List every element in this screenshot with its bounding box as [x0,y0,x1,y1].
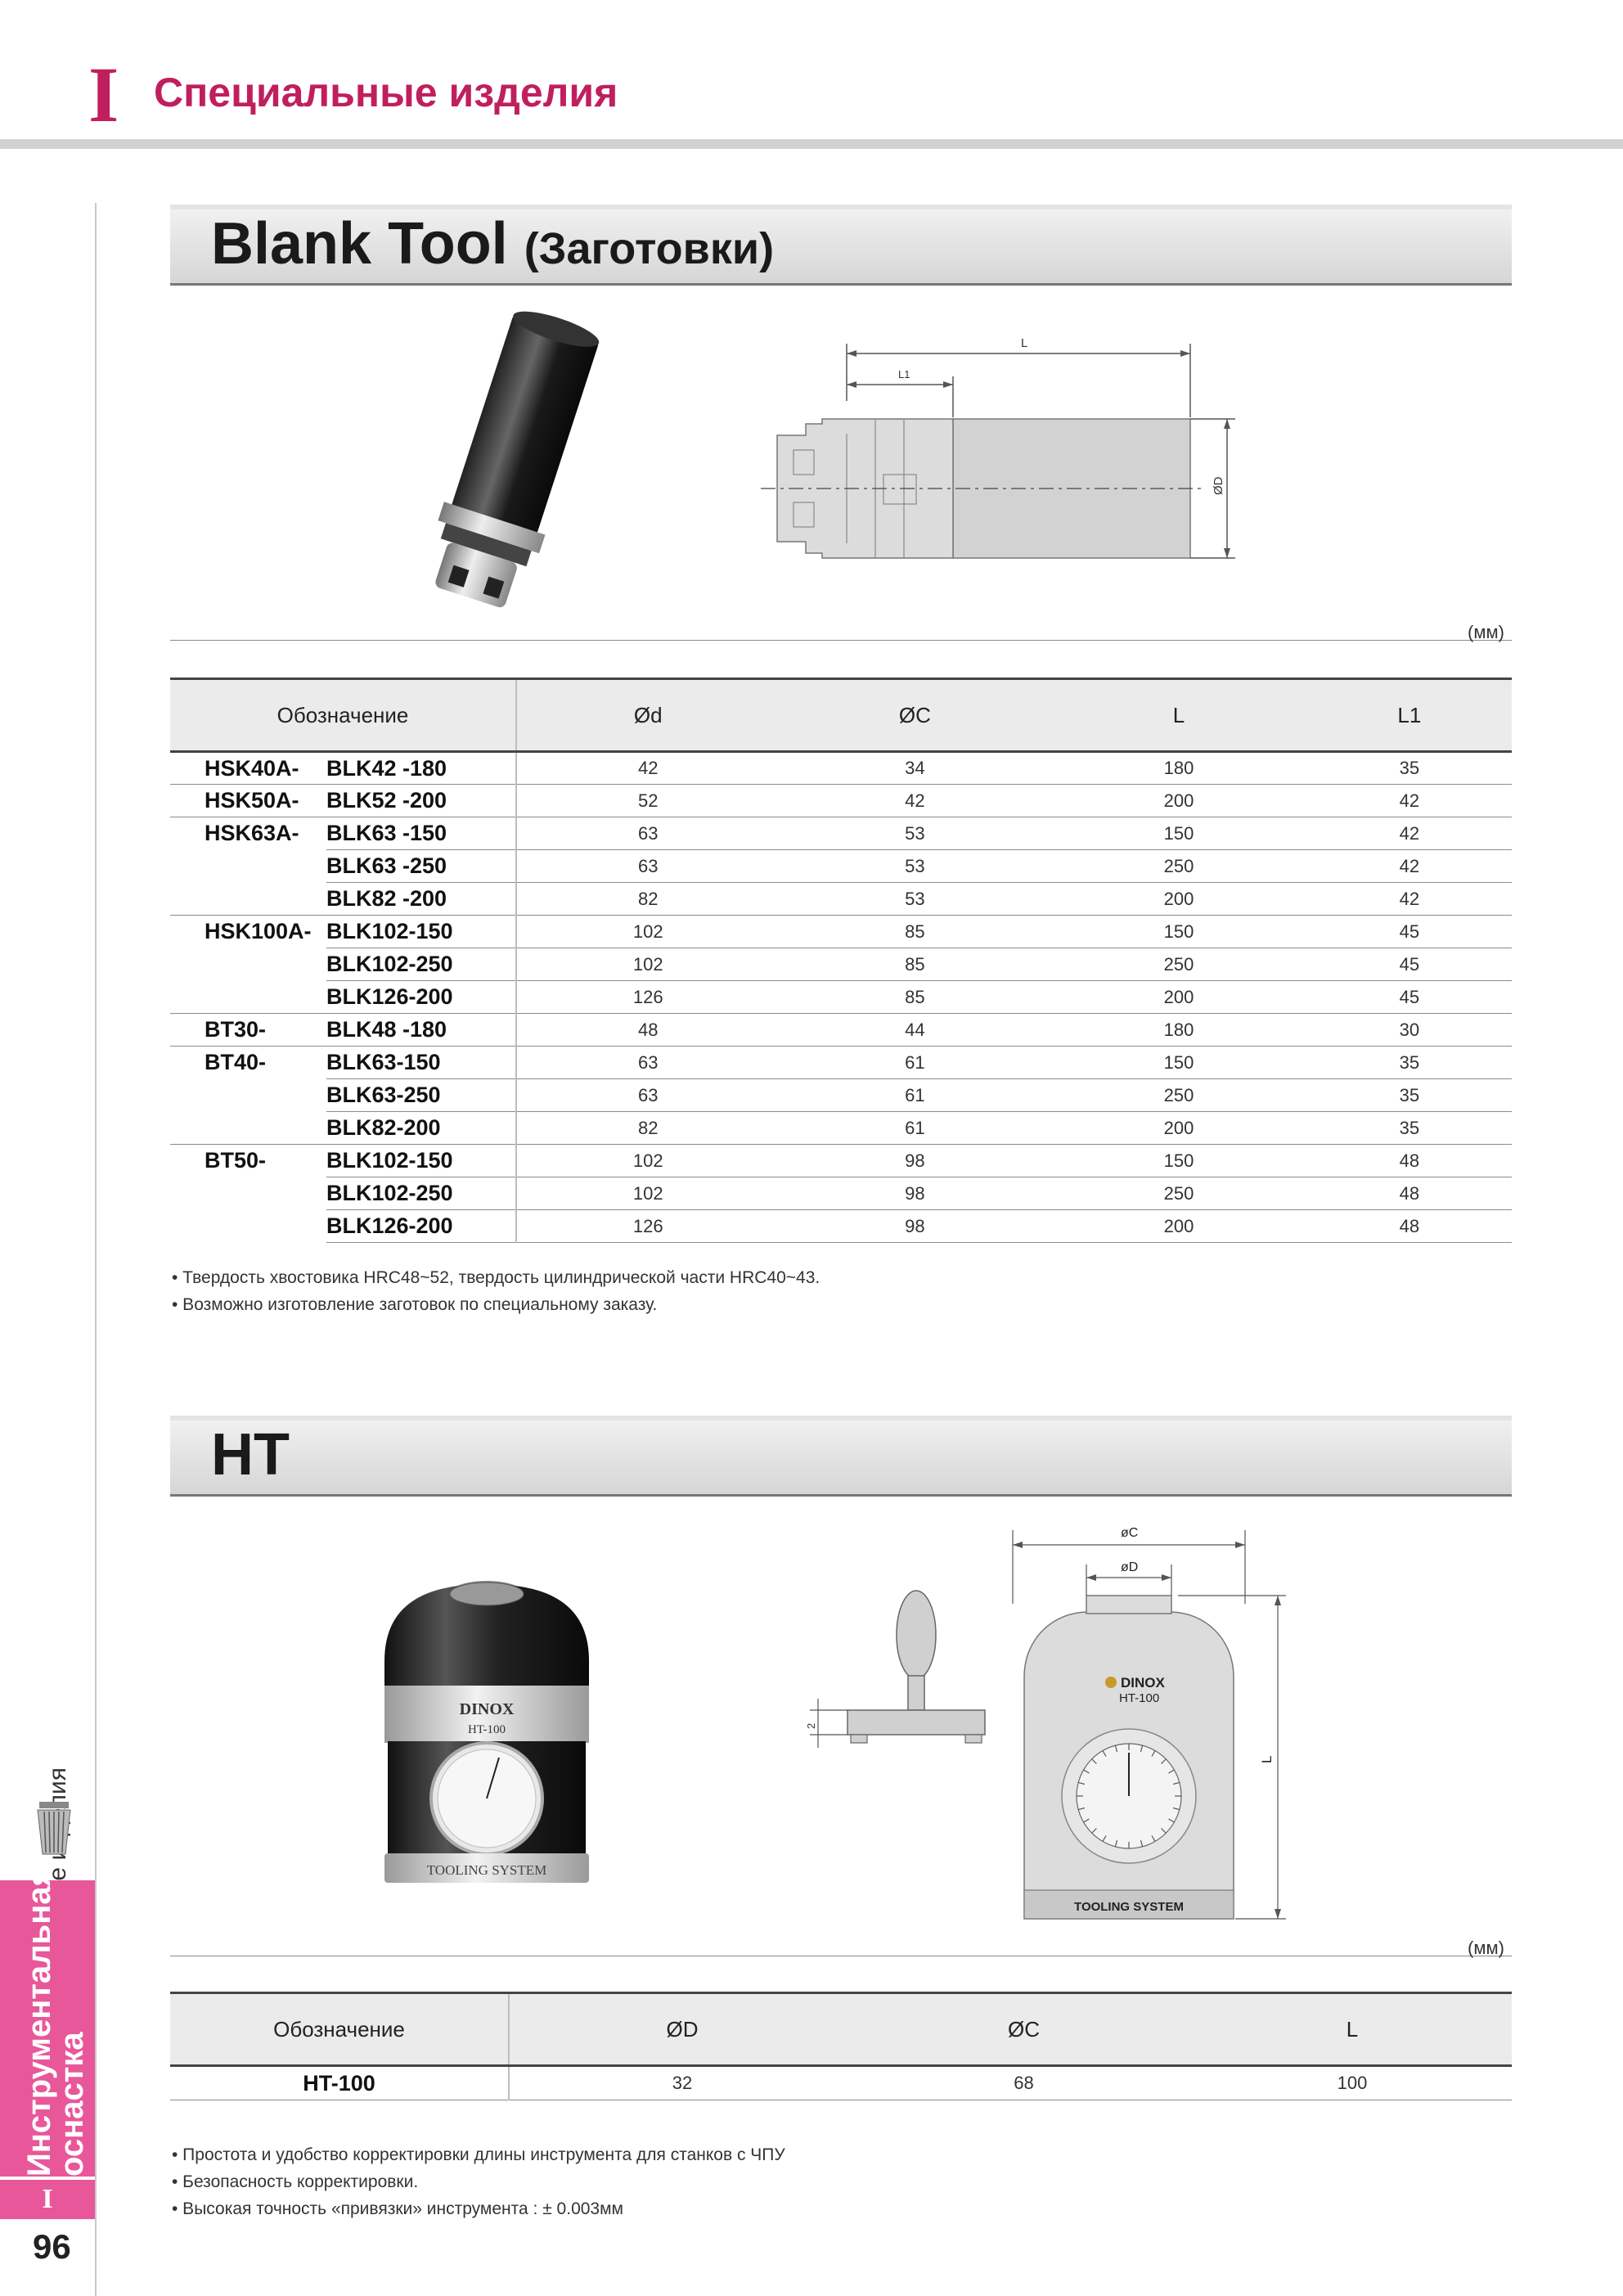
note-line: • Простота и удобство корректировки длины инструмента для станков с ЧПУ [172,2145,785,2164]
l-cell: 200 [1050,785,1306,817]
d-cell: 82 [516,883,779,916]
l-cell: 250 [1050,850,1306,883]
series-cell [170,1210,326,1243]
table-row [170,948,1512,981]
l1-cell: 45 [1307,981,1512,1014]
series-cell [170,1177,326,1210]
c-cell: 98 [779,1177,1050,1210]
series-cell: HSK50A- [170,785,326,817]
model-cell: BLK102-250 [326,948,516,981]
table-row [170,916,1512,948]
drawing-label-L: L [1021,336,1028,350]
l1-cell: 45 [1307,916,1512,948]
table-row [170,850,1512,883]
d-cell: 52 [516,785,779,817]
l-cell: 200 [1050,981,1306,1014]
series-cell [170,981,326,1014]
l1-cell: 35 [1307,1112,1512,1145]
l-cell: 150 [1050,916,1306,948]
c-cell: 85 [779,948,1050,981]
l1-cell: 42 [1307,883,1512,916]
l-cell: 150 [1050,1047,1306,1079]
c-cell: 53 [779,817,1050,850]
note-line: • Твердость хвостовика HRC48~52, твердость цилиндрической части HRC40~43. [172,1268,820,1287]
c-cell: 85 [779,916,1050,948]
photo-base-text: TOOLING SYSTEM [426,1862,547,1878]
drawing-label-D: øD [1121,1560,1139,1574]
ht-100-photo [376,1571,597,1898]
col-header-designation: Обозначение [170,1993,509,2066]
ht-spec-table [170,1992,1512,2100]
drawing-base-text: TOOLING SYSTEM [1074,1900,1184,1914]
model-cell: BLK102-150 [326,916,516,948]
c-cell: 98 [779,1145,1050,1177]
c-cell: 44 [779,1014,1050,1047]
series-cell: HSK40A- [170,752,326,785]
l1-cell: 48 [1307,1210,1512,1243]
table-row [170,883,1512,916]
collet-icon [29,1797,79,1862]
model-cell: BLK82 -200 [326,883,516,916]
section-title-ht: HT [211,1422,290,1488]
c-cell: 53 [779,883,1050,916]
col-header-c: ØC [779,679,1050,752]
series-cell [170,1112,326,1145]
model-cell: HT-100 [170,2066,509,2100]
l1-cell: 48 [1307,1177,1512,1210]
note-line: • Возможно изготовление заготовок по специальному заказу. [172,1295,658,1314]
l1-cell: 45 [1307,948,1512,981]
l1-cell: 35 [1307,752,1512,785]
page-number: 96 [33,2227,71,2266]
model-cell: BLK63-250 [326,1079,516,1112]
table-row [170,1177,1512,1210]
d-cell: 102 [516,948,779,981]
model-cell: BLK42 -180 [326,752,516,785]
l1-cell: 42 [1307,850,1512,883]
c-cell: 61 [779,1112,1050,1145]
l1-cell: 48 [1307,1145,1512,1177]
header-divider [0,139,1623,149]
table-row [170,752,1512,785]
table-row [170,1145,1512,1177]
sidebar-chapter-mark: I [0,2177,95,2219]
sidebar-tab-line1: Инструментальная [21,1867,57,2177]
model-cell: BLK48 -180 [326,1014,516,1047]
d-cell: 63 [516,817,779,850]
table-row [170,1079,1512,1112]
col-header-l1: L1 [1307,679,1512,752]
c-cell: 61 [779,1047,1050,1079]
c-cell: 34 [779,752,1050,785]
series-cell: HSK63A- [170,817,326,850]
table-row [170,981,1512,1014]
col-header-d: ØD [509,1993,855,2066]
d-cell: 102 [516,1145,779,1177]
d-cell: 63 [516,1079,779,1112]
d-cell: 63 [516,1047,779,1079]
d-cell: 102 [516,916,779,948]
model-cell: BLK63-150 [326,1047,516,1079]
note-line: • Безопасность корректировки. [172,2172,419,2191]
drawing-label-L: L [1259,1755,1275,1763]
table-row [170,817,1512,850]
model-cell: BLK102-150 [326,1145,516,1177]
l-cell: 250 [1050,948,1306,981]
c-cell: 85 [779,981,1050,1014]
series-cell: HSK100A- [170,916,326,948]
l1-cell: 30 [1307,1014,1512,1047]
note-line: • Высокая точность «привязки» инструмента : ± 0.003мм [172,2199,623,2218]
l-cell: 200 [1050,883,1306,916]
model-cell: BLK63 -150 [326,817,516,850]
d-cell: 63 [516,850,779,883]
d-cell: 42 [516,752,779,785]
model-cell: BLK126-200 [326,1210,516,1243]
drawing-label-D: ØD [1212,476,1225,495]
table-header-row [170,1993,1512,2066]
l-cell: 180 [1050,1014,1306,1047]
section-title-blank-tool: Blank Tool (Заготовки) [211,211,775,277]
c-cell: 68 [855,2066,1193,2100]
l-cell: 250 [1050,1177,1306,1210]
blank-tool-spec-table [170,678,1512,1243]
col-header-d: Ød [516,679,779,752]
table-row [170,1047,1512,1079]
page-title: Специальные изделия [154,70,618,115]
table-row [170,1112,1512,1145]
c-cell: 61 [779,1079,1050,1112]
col-header-l: L [1193,1993,1512,2066]
l-cell: 150 [1050,1145,1306,1177]
d-cell: 48 [516,1014,779,1047]
d-cell: 32 [509,2066,855,2100]
c-cell: 53 [779,850,1050,883]
series-cell: BT30- [170,1014,326,1047]
model-cell: BLK63 -250 [326,850,516,883]
photo-brand: DINOX [459,1700,515,1718]
unit-label: (мм) [1468,1938,1504,1958]
divider-line [170,640,1512,641]
drawing-label-L1: L1 [898,368,910,380]
series-cell [170,850,326,883]
section-header-bar [170,1416,1512,1497]
model-cell: BLK126-200 [326,981,516,1014]
drawing-label-C: øC [1121,1526,1139,1540]
drawing-brand: DINOX [1121,1675,1165,1690]
sidebar-tab-line2: оснастка [54,2032,90,2177]
series-cell [170,883,326,916]
col-header-c: ØC [855,1993,1193,2066]
unit-label: (мм) [1468,622,1504,642]
l-cell: 150 [1050,817,1306,850]
drawing-model: HT-100 [1119,1691,1160,1705]
l1-cell: 42 [1307,785,1512,817]
drawing-label-two: 2 [805,1722,817,1729]
table-header-row [170,679,1512,752]
l1-cell: 42 [1307,817,1512,850]
series-cell: BT50- [170,1145,326,1177]
model-cell: BLK82-200 [326,1112,516,1145]
blank-tool-photo [344,311,671,622]
model-cell: BLK52 -200 [326,785,516,817]
col-header-designation: Обозначение [170,679,516,752]
col-header-l: L [1050,679,1306,752]
c-cell: 98 [779,1210,1050,1243]
ht-100-drawing [794,1514,1309,1923]
l-cell: 180 [1050,752,1306,785]
d-cell: 126 [516,1210,779,1243]
table-row [170,1014,1512,1047]
series-cell: BT40- [170,1047,326,1079]
l1-cell: 35 [1307,1079,1512,1112]
d-cell: 102 [516,1177,779,1210]
l1-cell: 35 [1307,1047,1512,1079]
l-cell: 200 [1050,1210,1306,1243]
blank-tool-drawing [761,327,1268,573]
l-cell: 250 [1050,1079,1306,1112]
l-cell: 100 [1193,2066,1512,2100]
table-row [170,1210,1512,1243]
d-cell: 82 [516,1112,779,1145]
d-cell: 126 [516,981,779,1014]
series-cell [170,948,326,981]
table-row [170,785,1512,817]
series-cell [170,1079,326,1112]
l-cell: 200 [1050,1112,1306,1145]
table-row [170,2066,1512,2100]
chapter-mark: I [88,51,119,138]
c-cell: 42 [779,785,1050,817]
model-cell: BLK102-250 [326,1177,516,1210]
sidebar-divider [95,203,97,2296]
photo-model: HT-100 [467,1723,506,1736]
